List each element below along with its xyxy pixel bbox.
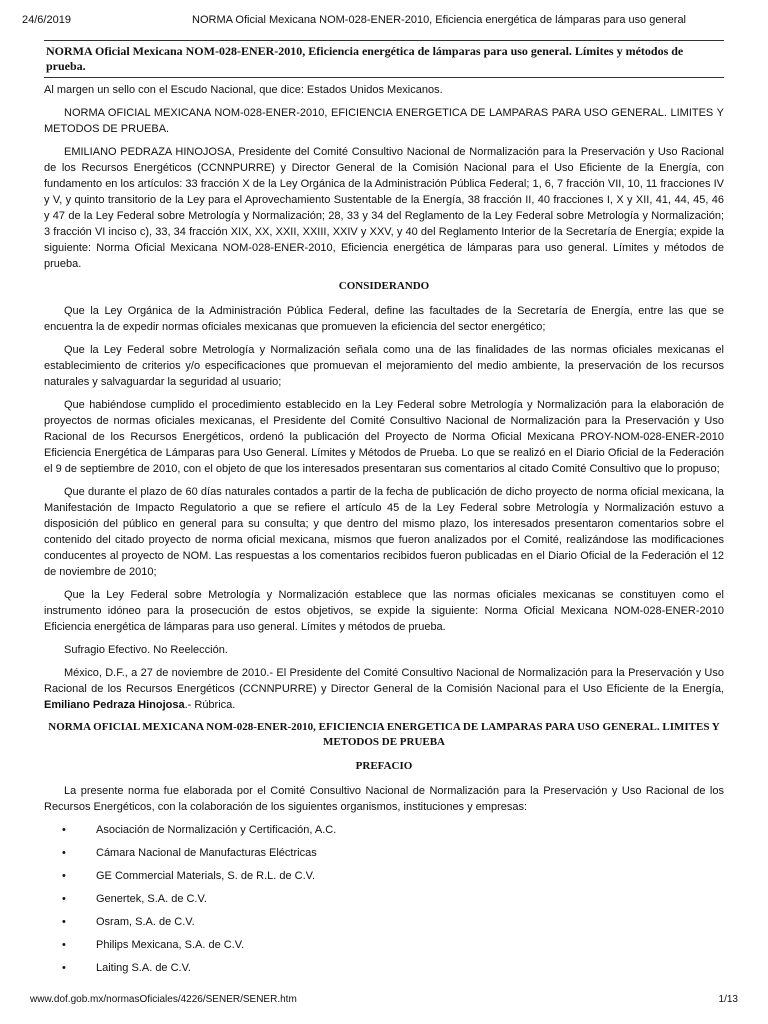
signer-name: Emiliano Pedraza Hinojosa [44, 699, 185, 711]
list-item [44, 960, 724, 983]
norm-heading: NORMA OFICIAL MEXICANA NOM-028-ENER-2010, EFICIENCIA ENERGETICA DE LAMPARAS PARA USO GENERAL. LIMITES Y METODOS DE PRUEBA [48, 721, 720, 748]
sufragio-line: Sufragio Efectivo. No Reelección. [64, 644, 228, 656]
page-header [22, 14, 746, 30]
list-item [44, 891, 724, 914]
page-footer [30, 994, 738, 1010]
organization-name: Laiting S.A. de C.V. [96, 962, 191, 974]
header-title: NORMA Oficial Mexicana NOM-028-ENER-2010, Eficiencia energética de lámparas para uso general [192, 14, 687, 26]
bullet-icon: • [62, 939, 66, 951]
organization-name: Cámara Nacional de Manufacturas Eléctricas [96, 847, 317, 859]
considerando-paragraph-3: Que habiéndose cumplido el procedimiento establecido en la Ley Federal sobre Metrología y Normalización para la elaboración de proyectos de normas oficiales mexicanas, el Presidente del Comité Consultivo Nacional de Normalización para la Preservación y Uso Racional de los Recursos Energéticos, ordenó la publicación del Proyecto de Norma Oficial Mexicana PROY-NOM-028-ENER-2010 Eficiencia Energética de Lámparas para Uso General. Límites y Métodos de Prueba. Lo que se realizó en el Diario Oficial de la Federación el 9 de septiembre de 2010, con el objeto de que los interesados presentaran sus comentarios al citado Comité Consultivo que lo propuso; [44, 399, 724, 475]
signing-text: México, D.F., a 27 de noviembre de 2010.- El Presidente del Comité Consultivo Nacional de Normalización para la Preservación y Uso Racional de los Recursos Energéticos (CCNNPURRE) y Director General de la Comisión Nacional para el Uso Eficiente de la Energía, [44, 667, 724, 695]
considerando-paragraph-4: Que durante el plazo de 60 días naturales contados a partir de la fecha de publicación de dicho proyecto de norma oficial mexicana, la Manifestación de Impacto Regulatorio a que se refiere el artículo 45 de la Ley Federal sobre Metrología y Normalización estuvo a disposición del público en general para su consulta; y que dentro del mismo plazo, los interesados presentaron comentarios sobre el contenido del citado proyecto de norma oficial mexicana, mismos que fueron analizados por el Comité, realizándose las modificaciones conducentes al proyecto de NOM. Las respuestas a los comentarios recibidos fueron publicadas en el Diario Oficial de la Federación el 12 de noviembre de 2010; [44, 486, 724, 578]
bullet-icon: • [62, 847, 66, 859]
organization-name: GE Commercial Materials, S. de R.L. de C.V. [96, 870, 316, 882]
bullet-icon: • [62, 916, 66, 928]
organization-name: Osram, S.A. de C.V. [96, 916, 195, 928]
considerando-paragraph-2: Que la Ley Federal sobre Metrología y Normalización señala como una de las finalidades de las normas oficiales mexicanas el establecimiento de criterios y/o especificaciones que promuevan el mejoramiento del medio ambiente, la preservación de los recursos naturales y salvaguardar la seguridad al usuario; [44, 344, 724, 388]
list-item [44, 822, 724, 845]
organization-name: Asociación de Normalización y Certificación, A.C. [96, 824, 337, 836]
document-body [44, 40, 724, 983]
signature-suffix: .- Rúbrica. [184, 699, 236, 711]
list-item [44, 845, 724, 868]
organization-name: Philips Mexicana, S.A. de C.V. [96, 939, 245, 951]
considerando-heading: CONSIDERANDO [338, 280, 430, 292]
prefacio-paragraph: La presente norma fue elaborada por el Comité Consultivo Nacional de Normalización para la Preservación y Uso Racional de los Recursos Energéticos, con la colaboración de los siguientes organismos, instituciones y empresas: [44, 785, 724, 813]
header-date: 24/6/2019 [22, 14, 71, 26]
organization-name: Genertek, S.A. de C.V. [96, 893, 207, 905]
bullet-icon: • [62, 824, 66, 836]
footer-url[interactable]: www.dof.gob.mx/normasOficiales/4226/SENER/SENER.htm [30, 994, 297, 1005]
list-item [44, 937, 724, 960]
prefacio-heading: PREFACIO [355, 760, 413, 772]
preamble-paragraph: EMILIANO PEDRAZA HINOJOSA, Presidente del Comité Consultivo Nacional de Normalización para la Preservación y Uso Racional de los Recursos Energéticos (CCNNPURRE) y Director General de la Comisión Nacional para el Uso Eficiente de la Energía, con fundamento en los artículos: 33 fracción X de la Ley Orgánica de la Administración Pública Federal; 1, 6, 7 fracción VII, 10, 11 fracciones IV y V, y quinto transitorio de la Ley para el Aprovechamiento Sustentable de la Energía, 38 fracción II, 40 fracciones I, X y XII, 41, 44, 45, 46 y 47 de la Ley Federal sobre Metrología y Normalización; 28, 33 y 34 del Reglamento de la Ley Federal sobre Metrología y Normalización; 3 fracción VI inciso c), 33, 34 fracción XIX, XX, XXII, XXIII, XXIV y XXV, y 40 del Reglamento Interior de la Secretaría de Energía; expide la siguiente: Norma Oficial Mexicana NOM-028-ENER-2010, Eficiencia energética de lámparas para uso general. Límites y métodos de prueba. [44, 146, 724, 270]
bullet-icon: • [62, 962, 66, 974]
norm-caps-title: NORMA OFICIAL MEXICANA NOM-028-ENER-2010, EFICIENCIA ENERGETICA DE LAMPARAS PARA USO GENERAL. LIMITES Y METODOS DE PRUEBA. [44, 107, 724, 135]
organization-list [44, 822, 724, 983]
considerando-paragraph-1: Que la Ley Orgánica de la Administración Pública Federal, define las facultades de la Secretaría de Energía, entre las que se encuentra la de expedir normas oficiales mexicanas que promueven la eficiencia del sector energético; [44, 305, 724, 333]
list-item [44, 868, 724, 891]
considerando-paragraph-5: Que la Ley Federal sobre Metrología y Normalización establece que las normas oficiales mexicanas se constituyen como el instrumento idóneo para la prosecución de estos objetivos, se expide la siguiente: Norma Oficial Mexicana NOM-028-ENER-2010 Eficiencia energética de lámparas para uso general. Límites y métodos de prueba. [44, 589, 724, 633]
document-title: NORMA Oficial Mexicana NOM-028-ENER-2010, Eficiencia energética de lámparas para uso general. Límites y métodos de prueba. [44, 40, 724, 78]
list-item [44, 914, 724, 937]
seal-note: Al margen un sello con el Escudo Nacional, que dice: Estados Unidos Mexicanos. [44, 84, 443, 96]
bullet-icon: • [62, 870, 66, 882]
bullet-icon: • [62, 893, 66, 905]
signing-paragraph [44, 665, 724, 713]
page-number: 1/13 [718, 994, 738, 1005]
